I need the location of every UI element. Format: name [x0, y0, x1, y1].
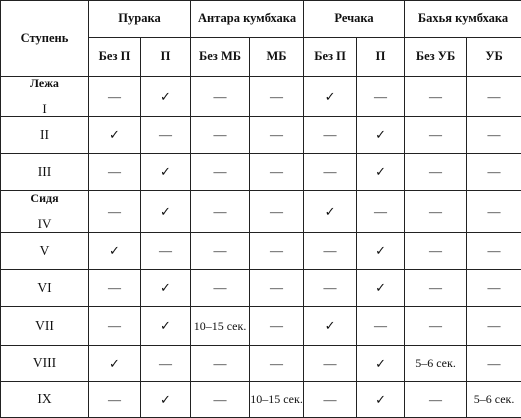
duration-cell: 10–15 сек. [191, 307, 250, 346]
table-row [1, 77, 521, 117]
table-cell: ✓ [357, 382, 405, 418]
table-row [1, 382, 521, 418]
table-row [1, 117, 521, 154]
group-header-bahya-kumbhaka: Бахья кумбхака [405, 1, 521, 38]
table-cell: — [250, 233, 304, 270]
table-row [1, 346, 521, 382]
table-cell: — [191, 233, 250, 270]
table-cell: ✓ [357, 270, 405, 307]
table-cell: ✓ [141, 270, 191, 307]
table-cell: — [304, 154, 357, 191]
table-cell: ✓ [304, 307, 357, 346]
table-cell: — [467, 270, 521, 307]
table-cell: — [467, 307, 521, 346]
table-cell: — [467, 346, 521, 382]
table-cell: — [250, 270, 304, 307]
table-cell: — [405, 233, 467, 270]
table-cell: ✓ [357, 154, 405, 191]
subheader: УБ [467, 38, 521, 77]
table-cell: — [89, 154, 141, 191]
table-cell: — [250, 77, 304, 117]
table-cell: — [405, 154, 467, 191]
table-row [1, 191, 521, 233]
stage-cell [1, 191, 89, 233]
table-cell: — [304, 117, 357, 154]
table-cell: ✓ [89, 233, 141, 270]
subheader: П [357, 38, 405, 77]
table-cell: — [191, 77, 250, 117]
duration-cell: 5–6 сек. [405, 346, 467, 382]
duration-cell: 10–15 сек. [250, 382, 304, 418]
stage-numeral: VIII [1, 346, 89, 382]
table-cell: — [250, 117, 304, 154]
subheader: Без МБ [191, 38, 250, 77]
table-cell: ✓ [89, 346, 141, 382]
table-cell: — [191, 346, 250, 382]
position-label: Лежа [1, 77, 88, 90]
table-cell: — [250, 346, 304, 382]
table-cell: — [467, 191, 521, 233]
table-cell: — [89, 307, 141, 346]
table-cell: — [304, 346, 357, 382]
table-cell: — [191, 154, 250, 191]
stage-numeral: IX [1, 382, 89, 418]
stage-column-header: Ступень [1, 1, 89, 77]
stage-numeral: VI [1, 270, 89, 307]
stage-numeral: V [1, 233, 89, 270]
table-cell: ✓ [141, 191, 191, 233]
table-cell: — [250, 191, 304, 233]
stage-numeral: IV [38, 216, 52, 231]
table-cell: — [304, 233, 357, 270]
table-cell: — [89, 382, 141, 418]
subheader: Без П [304, 38, 357, 77]
stage-numeral: III [1, 154, 89, 191]
table-cell: — [357, 77, 405, 117]
group-header-puraka: Пурака [89, 1, 191, 38]
table-cell: ✓ [304, 191, 357, 233]
table-row [1, 233, 521, 270]
table-cell: — [405, 117, 467, 154]
table-cell: — [304, 382, 357, 418]
table-cell: — [357, 307, 405, 346]
stage-numeral: I [42, 101, 46, 116]
table-cell: — [191, 270, 250, 307]
table-cell: — [467, 77, 521, 117]
subheader: МБ [250, 38, 304, 77]
subheader: Без УБ [405, 38, 467, 77]
table-cell: — [191, 117, 250, 154]
subheader: П [141, 38, 191, 77]
table-cell: ✓ [357, 233, 405, 270]
table-cell: — [141, 346, 191, 382]
table-cell: — [250, 307, 304, 346]
subheader: Без П [89, 38, 141, 77]
stage-numeral: VII [1, 307, 89, 346]
table-cell: — [89, 270, 141, 307]
position-label: Сидя [1, 192, 88, 205]
table-cell: — [191, 382, 250, 418]
table-cell: — [250, 154, 304, 191]
table-cell: — [357, 191, 405, 233]
table-cell: — [304, 270, 357, 307]
table-cell: ✓ [141, 307, 191, 346]
table-cell: — [191, 191, 250, 233]
table-cell: ✓ [357, 117, 405, 154]
table-row [1, 307, 521, 346]
table-cell: ✓ [89, 117, 141, 154]
table-row [1, 270, 521, 307]
group-header-rechaka: Речака [304, 1, 405, 38]
table-cell: ✓ [141, 154, 191, 191]
table-cell: ✓ [141, 382, 191, 418]
stage-numeral: II [1, 117, 89, 154]
table-cell: ✓ [304, 77, 357, 117]
table-cell: ✓ [357, 346, 405, 382]
table-cell: — [89, 191, 141, 233]
table-cell: — [405, 191, 467, 233]
table-cell: — [405, 382, 467, 418]
table-cell: — [405, 77, 467, 117]
table-cell: ✓ [141, 77, 191, 117]
table-cell: — [141, 233, 191, 270]
table-row [1, 154, 521, 191]
table-cell: — [405, 270, 467, 307]
header-row-groups [1, 1, 521, 38]
stage-cell [1, 77, 89, 117]
group-header-antara-kumbhaka: Антара кумбхака [191, 1, 304, 38]
table-cell: — [405, 307, 467, 346]
table-cell: — [467, 233, 521, 270]
table-cell: — [89, 77, 141, 117]
table-cell: — [467, 117, 521, 154]
table-cell: — [141, 117, 191, 154]
duration-cell: 5–6 сек. [467, 382, 521, 418]
table-cell: — [467, 154, 521, 191]
